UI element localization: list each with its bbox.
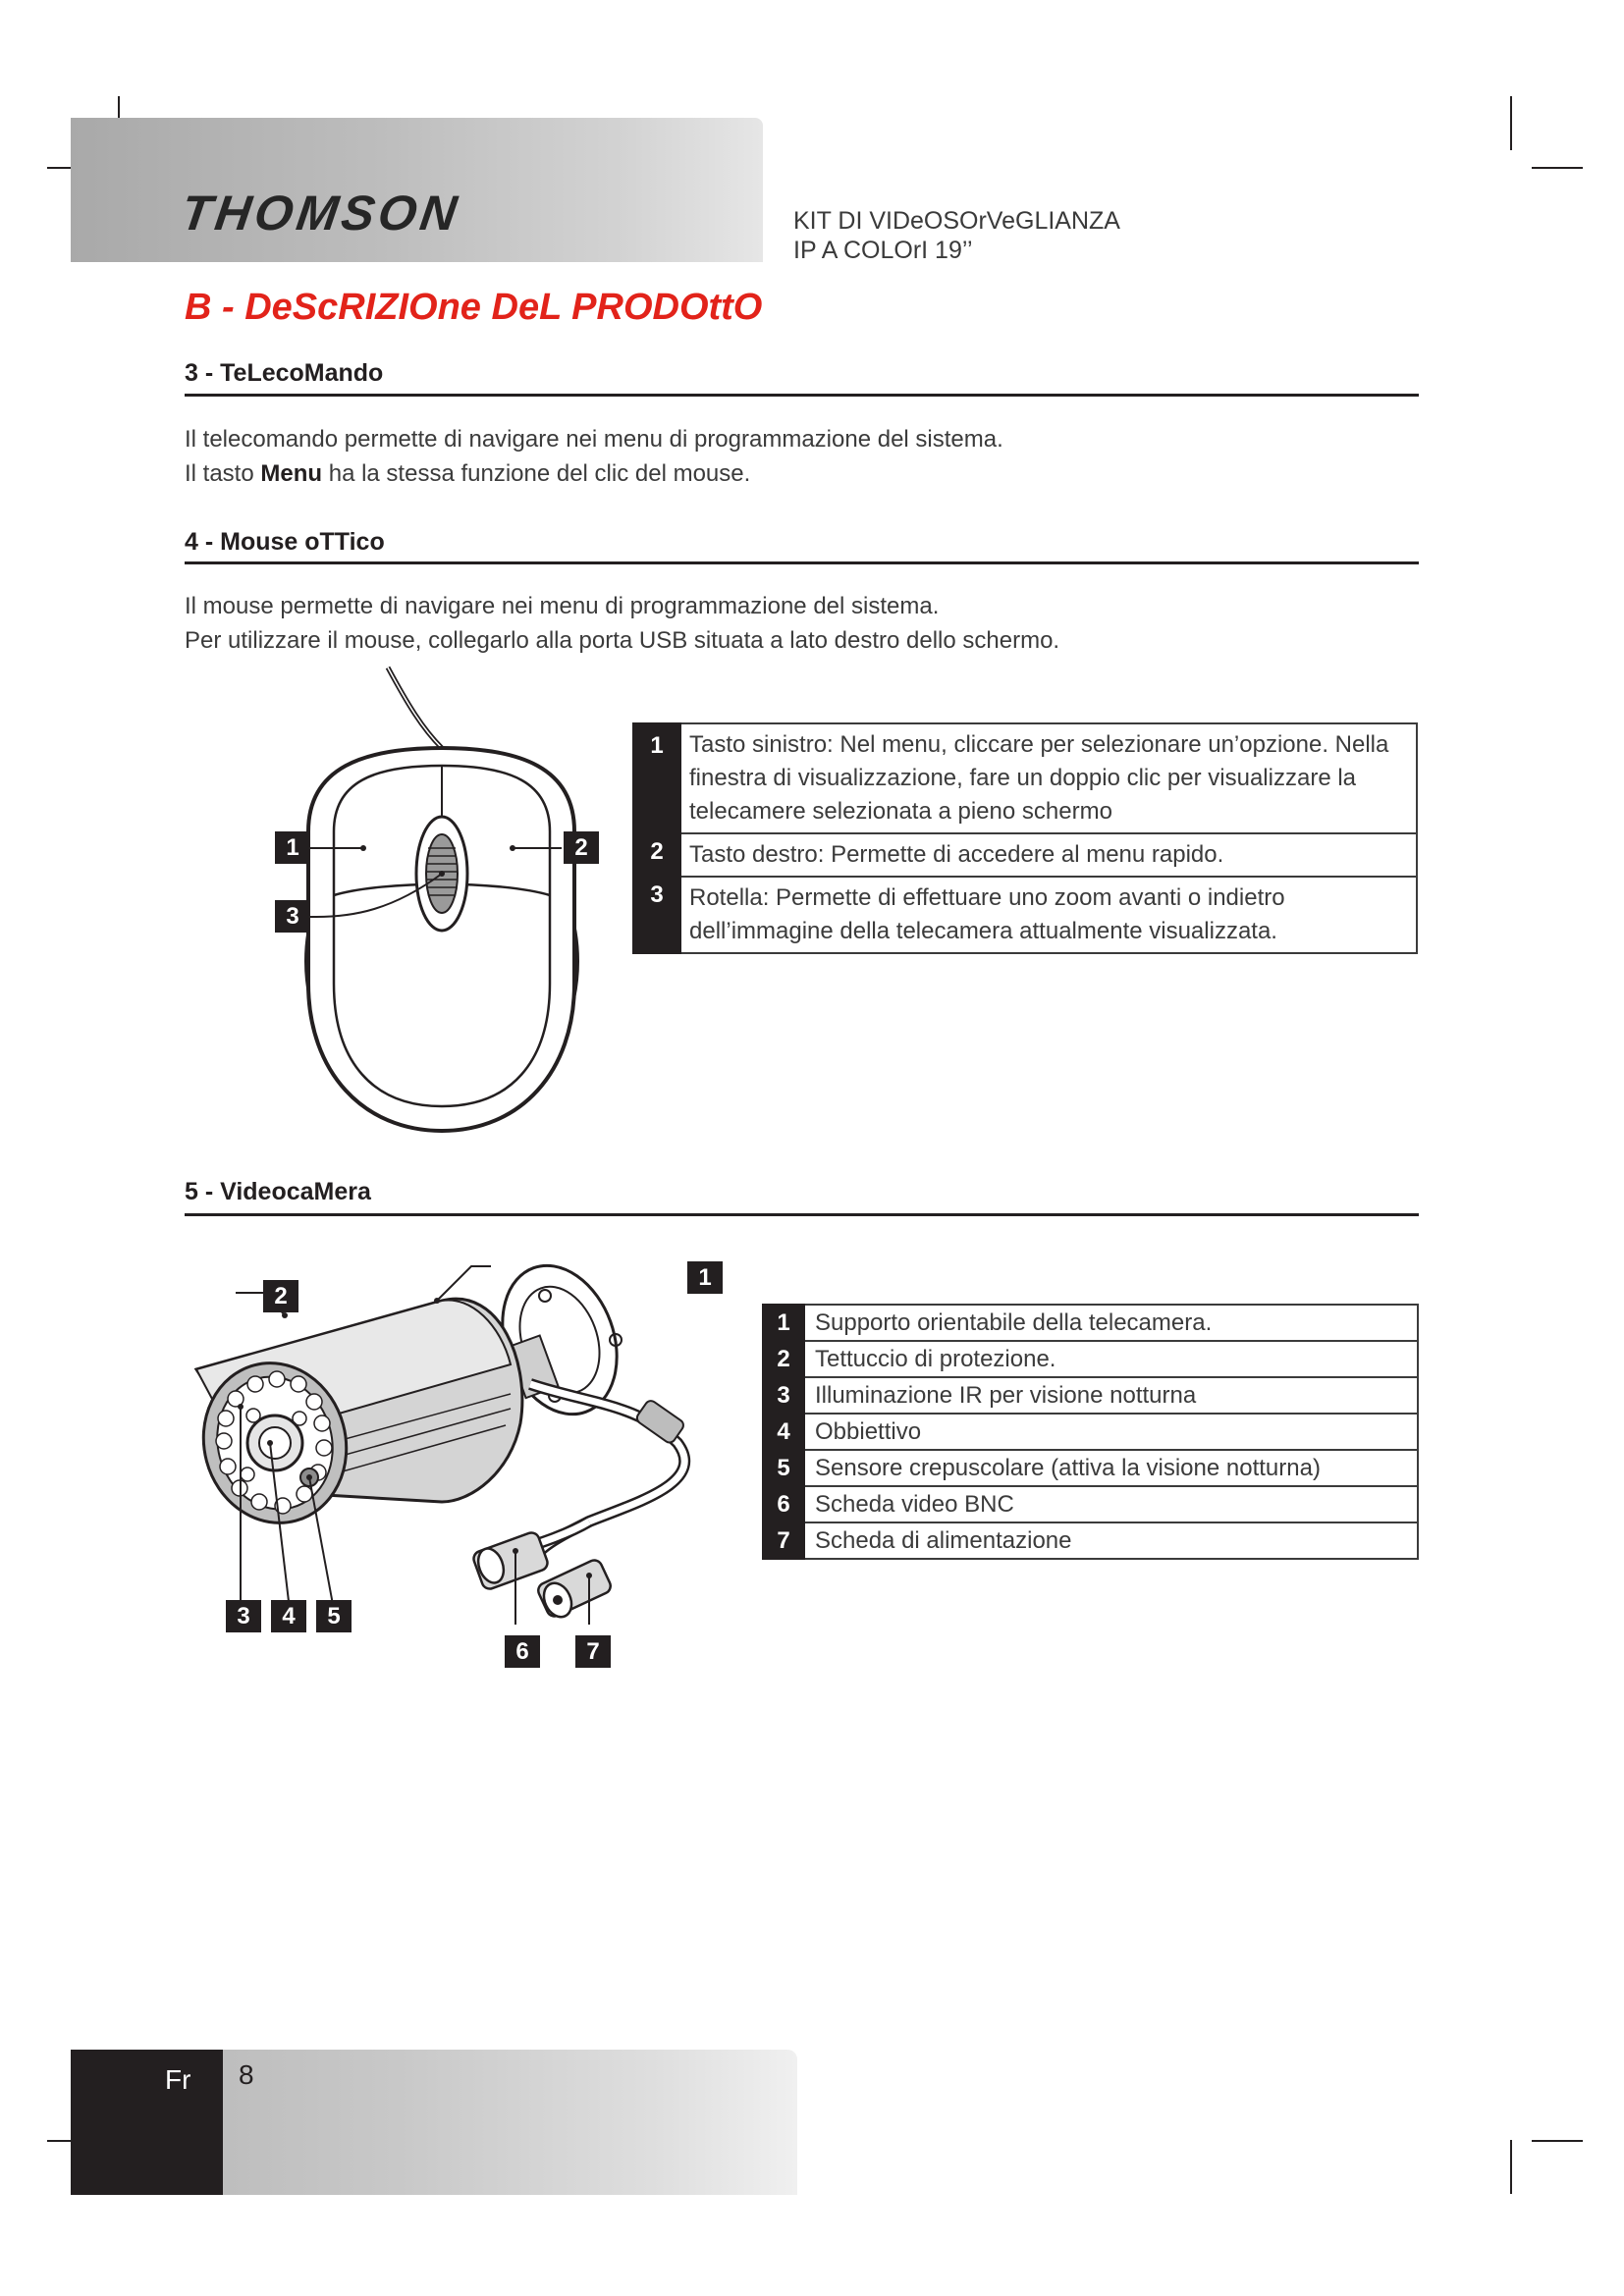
camera-label-7: 7 <box>575 1635 611 1668</box>
table-row <box>763 1341 1418 1377</box>
section-heading-remote: 3 - TeLecoMando <box>185 359 384 387</box>
callout-text: Sensore crepuscolare (attiva la visione notturna) <box>804 1450 1418 1486</box>
table-row <box>633 877 1417 953</box>
camera-label-4: 4 <box>271 1600 306 1632</box>
mouse-callout-table <box>632 722 1418 954</box>
table-row <box>763 1450 1418 1486</box>
table-row <box>763 1486 1418 1522</box>
callout-number: 3 <box>763 1377 804 1414</box>
brand-logo: THOMSON <box>178 186 464 240</box>
text-span: Il tasto <box>185 460 261 487</box>
mouse-label-1: 1 <box>275 831 310 864</box>
page-number: 8 <box>239 2059 254 2090</box>
callout-number: 7 <box>763 1522 804 1559</box>
mouse-line2: Per utilizzare il mouse, collegarlo alla porta USB situata a lato destro dello schermo. <box>185 627 1060 654</box>
callout-text: Obbiettivo <box>804 1414 1418 1450</box>
camera-illustration <box>177 1256 746 1688</box>
table-row <box>763 1377 1418 1414</box>
remote-description <box>185 422 1003 491</box>
callout-text: Illuminazione IR per visione notturna <box>804 1377 1418 1414</box>
text-span: ha la stessa funzione del clic del mouse. <box>322 460 751 487</box>
language-code: Fr <box>165 2064 191 2095</box>
section-heading-camera: 5 - VideocaMera <box>185 1178 371 1205</box>
table-row <box>763 1414 1418 1450</box>
mouse-illustration <box>255 660 628 1150</box>
table-row <box>763 1522 1418 1559</box>
callout-number: 2 <box>633 833 680 877</box>
callout-text: Tasto sinistro: Nel menu, cliccare per selezionare un’opzione. Nella finestra di visualizzazione, fare un doppio clic per visualizzare la telecamere selezionata a pieno schermo <box>680 723 1417 833</box>
table-row <box>763 1305 1418 1341</box>
camera-label-1: 1 <box>687 1261 723 1294</box>
document-title-line1: KIT DI VIDeOSOrVeGLIANZA <box>793 207 1120 235</box>
callout-number: 6 <box>763 1486 804 1522</box>
crop-mark <box>1510 2140 1512 2194</box>
footer-language-block <box>71 2050 223 2195</box>
section-heading-mouse: 4 - Mouse oTTico <box>185 528 385 556</box>
mouse-label-2: 2 <box>564 831 599 864</box>
camera-label-6: 6 <box>505 1635 540 1668</box>
camera-callout-table <box>762 1304 1419 1560</box>
callout-number: 2 <box>763 1341 804 1377</box>
camera-label-3: 3 <box>226 1600 261 1632</box>
callout-number: 1 <box>633 723 680 833</box>
page-title: B - DeScRIZIOne DeL PRODOttO <box>185 287 763 328</box>
crop-mark <box>1532 2140 1583 2142</box>
table-row <box>633 833 1417 877</box>
crop-mark <box>1510 96 1512 150</box>
document-title-line2: IP A COLOrI 19’’ <box>793 237 973 264</box>
section-divider <box>185 561 1419 564</box>
document-title <box>793 206 1120 265</box>
table-row <box>633 723 1417 833</box>
callout-text: Tettuccio di protezione. <box>804 1341 1418 1377</box>
crop-mark <box>1532 167 1583 169</box>
callout-text: Scheda video BNC <box>804 1486 1418 1522</box>
camera-label-5: 5 <box>316 1600 352 1632</box>
remote-line2 <box>185 456 1003 491</box>
callout-text: Scheda di alimentazione <box>804 1522 1418 1559</box>
callout-number: 3 <box>633 877 680 953</box>
callout-text: Rotella: Permette di effettuare uno zoom avanti o indietro dell’immagine della telecamera attualmente visualizzata. <box>680 877 1417 953</box>
mouse-label-3: 3 <box>275 900 310 933</box>
remote-line1: Il telecomando permette di navigare nei menu di programmazione del sistema. <box>185 426 1003 453</box>
section-divider <box>185 1213 1419 1216</box>
callout-text: Supporto orientabile della telecamera. <box>804 1305 1418 1341</box>
mouse-line1: Il mouse permette di navigare nei menu di programmazione del sistema. <box>185 593 940 619</box>
callout-number: 1 <box>763 1305 804 1341</box>
section-divider <box>185 394 1419 397</box>
camera-label-2: 2 <box>263 1280 298 1312</box>
callout-number: 4 <box>763 1414 804 1450</box>
callout-text: Tasto destro: Permette di accedere al menu rapido. <box>680 833 1417 877</box>
menu-key-label: Menu <box>260 460 323 487</box>
callout-number: 5 <box>763 1450 804 1486</box>
mouse-description <box>185 589 1059 658</box>
